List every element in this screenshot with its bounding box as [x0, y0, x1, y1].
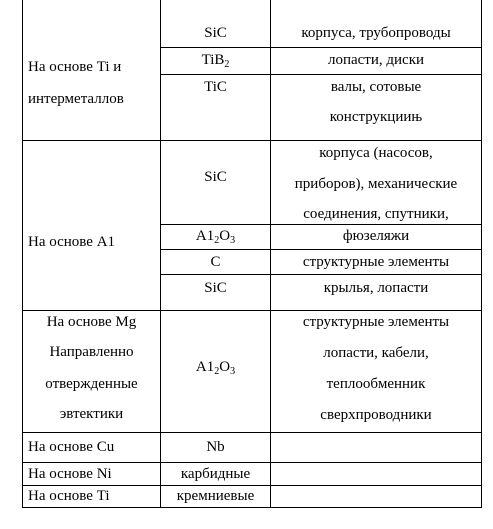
base-ti-line2: интерметаллов [28, 91, 124, 107]
fiber-sic: SiC [204, 169, 227, 185]
use-cell: структурные элементы [302, 254, 450, 270]
base-ti: На основе Ti [28, 488, 110, 504]
fiber-sic: SiC [204, 25, 227, 41]
base-al: На основе A1 [28, 234, 116, 250]
base-mg: отвержденные [45, 376, 138, 392]
fiber-tib2: TiB$_2$ [201, 52, 230, 70]
fiber-al2o3: $A1_2O_3$ [195, 228, 236, 246]
use-cell: теплообменник [326, 376, 426, 392]
fiber-nb: Nb [206, 439, 225, 455]
fiber-silicon: кремниевые [176, 488, 255, 504]
use-cell: лопасти, кабели, [323, 345, 429, 361]
row-line [22, 462, 482, 463]
base-ni: На основе Ni [28, 466, 112, 482]
fiber-carbide: карбидные [180, 466, 251, 482]
use-cell: фюзеляжи [342, 228, 410, 244]
fiber-al2o3: $A1_2O_3$ [195, 359, 236, 377]
fiber-c: C [210, 254, 221, 270]
use-cell: сверхпроводники [320, 407, 432, 423]
use-cell: валы, сотовые [330, 79, 422, 95]
use-cell: конструкциињ [329, 109, 423, 125]
row-line [22, 140, 482, 141]
use-cell: крылья, лопасти [323, 280, 429, 296]
sub-row-line [160, 47, 482, 48]
row-line [22, 507, 482, 508]
sub-row-line [160, 249, 482, 250]
row-line [22, 485, 482, 486]
use-cell: корпуса (насосов, [319, 145, 433, 161]
base-mg: Направленно [49, 344, 134, 360]
fiber-tic: TiC [204, 79, 227, 95]
use-cell: соединения, спутники, [303, 206, 449, 222]
row-line [22, 310, 482, 311]
base-ti-line1: На основе Ti и [28, 59, 122, 75]
base-cu: На основе Cu [28, 439, 115, 455]
use-cell: лопасти, диски [327, 52, 425, 68]
sub-row-line [160, 224, 482, 225]
use-cell: структурные элементы [302, 314, 450, 330]
base-mg: На основе Mg [46, 314, 137, 330]
row-line [22, 432, 482, 433]
base-mg: эвтектики [59, 406, 124, 422]
use-cell: корпуса, трубопроводы [301, 25, 451, 41]
use-cell: приборов), механические [294, 176, 458, 192]
sub-row-line [160, 274, 482, 275]
fiber-sic: SiC [204, 280, 227, 296]
sub-row-line [160, 74, 482, 75]
